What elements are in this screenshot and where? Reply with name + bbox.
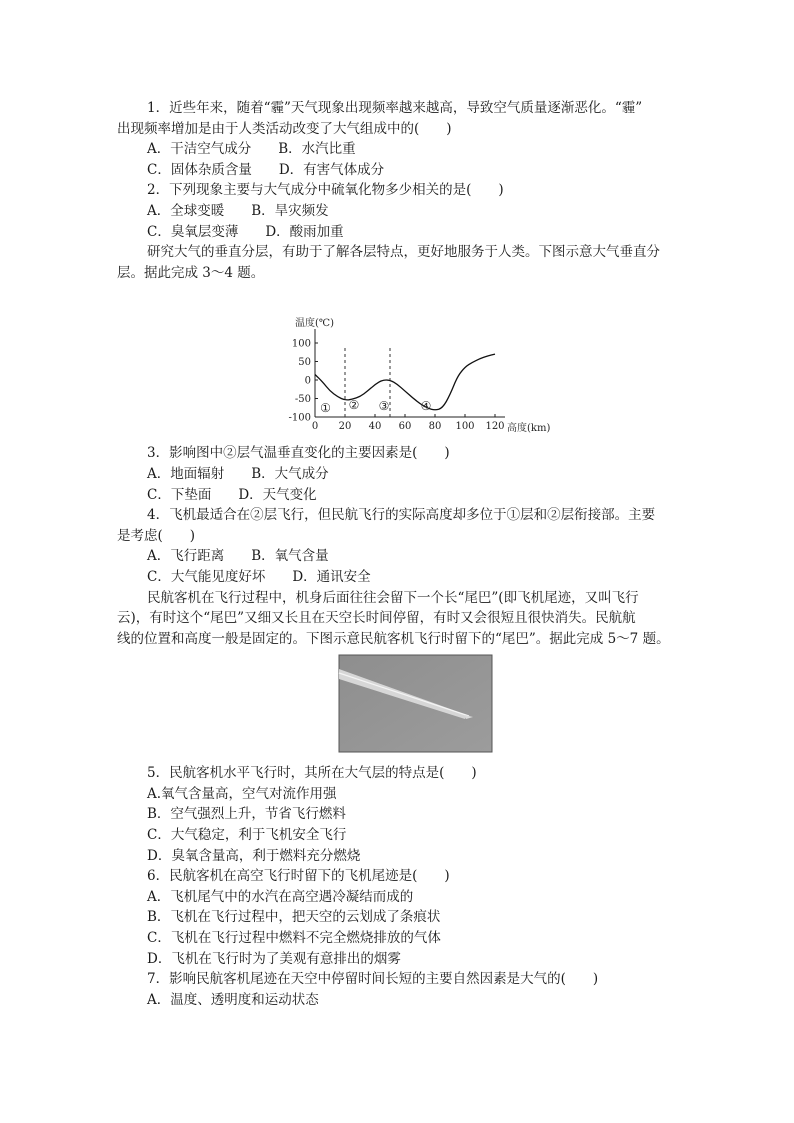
q6-option-d: D．飞机在飞行时为了美观有意排出的烟雾 xyxy=(147,950,401,967)
q2-options-row1: A．全球变暖 B．旱灾频发 xyxy=(147,202,329,219)
q5-option-d: D．臭氧含量高，利于燃料充分燃烧 xyxy=(147,847,361,864)
q5-option-b: B．空气强烈上升，节省飞行燃料 xyxy=(147,806,346,823)
q1-stem-line2: 出现频率增加是由于人类活动改变了大气组成中的( ) xyxy=(117,120,452,137)
q1-stem-line1: 1．近些年来，随着“霾”天气现象出现频率越来越高，导致空气质量逐渐恶化。“霾” xyxy=(147,100,643,116)
x-tick-label: 80 xyxy=(428,421,442,433)
q6-option-b: B．飞机在飞行过程中，把天空的云划成了条痕状 xyxy=(147,909,441,926)
intro-3-4-line1: 研究大气的垂直分层，有助于了解各层特点，更好地服务于人类。下图示意大气垂直分 xyxy=(147,244,660,261)
q4-options-row2: C．大气能见度好坏 D．通讯安全 xyxy=(147,568,371,585)
q7-option-a: A．温度、透明度和运动状态 xyxy=(147,991,319,1008)
y-tick-label: -100 xyxy=(288,412,311,424)
q6-option-c: C．飞机在飞行过程中燃料不完全燃烧排放的气体 xyxy=(147,930,441,947)
q6-stem: 6．民航客机在高空飞行时留下的飞机尾迹是( ) xyxy=(147,868,450,885)
q1-options-row2: C．固体杂质含量 D．有害气体成分 xyxy=(147,161,385,178)
q2-options-row2: C．臭氧层变薄 D．酸雨加重 xyxy=(147,223,344,240)
x-tick-label: 60 xyxy=(398,421,412,433)
q4-stem-line2: 是考虑( ) xyxy=(117,527,196,544)
temperature-curve xyxy=(315,354,495,413)
contrail-photo-wrapper xyxy=(117,655,682,759)
q2-stem: 2．下列现象主要与大气成分中硫氧化物多少相关的是( ) xyxy=(147,182,504,199)
contrail-photo xyxy=(339,655,492,752)
q3-options-row2: C．下垫面 D．天气变化 xyxy=(147,486,317,503)
x-tick-label: 120 xyxy=(485,421,505,433)
y-tick-label: 100 xyxy=(291,338,311,350)
q5-option-a: A.氧气含量高，空气对流作用强 xyxy=(147,785,337,802)
q1-options-row1: A．干洁空气成分 B．水汽比重 xyxy=(147,141,356,158)
layer-label-3: ③ xyxy=(378,399,390,414)
exam-page xyxy=(117,98,682,1010)
y-tick-label: 50 xyxy=(298,357,311,369)
q5-option-c: C．大气稳定，利于飞机安全飞行 xyxy=(147,827,347,844)
intro-3-4-line2: 层。据此完成 3～4 题。 xyxy=(117,264,265,281)
layer-label-1: ① xyxy=(320,401,331,416)
q6-option-a: A．飞机尾气中的水汽在高空遇冷凝结而成的 xyxy=(147,888,414,905)
temperature-chart-wrapper xyxy=(117,283,682,443)
x-tick-label: 100 xyxy=(455,421,475,433)
intro-5-7-line3: 线的位置和高度一般是固定的。下图示意民航客机飞行时留下的“尾巴”。据此完成 5～7 题。 xyxy=(117,630,670,647)
layer-label-2: ② xyxy=(348,398,360,413)
q4-options-row1: A．飞行距离 B．氧气含量 xyxy=(147,548,329,565)
q5-stem: 5．民航客机水平飞行时，其所在大气层的特点是( ) xyxy=(147,765,477,782)
temperature-altitude-chart xyxy=(287,285,551,435)
intro-5-7-line2: 云)，有时这个“尾巴”又细又长且在天空长时间停留，有时又会很短且很快消失。民航航 xyxy=(117,610,636,627)
q3-options-row1: A．地面辐射 B．大气成分 xyxy=(147,465,329,482)
layer-label-4: ④ xyxy=(420,399,432,414)
intro-5-7-line1: 民航客机在飞行过程中，机身后面往往会留下一个长“尾巴”(即飞机尾迹，又叫飞行 xyxy=(147,589,639,606)
q4-stem-line1: 4．飞机最适合在②层飞行，但民航飞行的实际高度却多位于①层和②层衔接部。主要 xyxy=(147,507,656,524)
y-axis-label: 温度(℃) xyxy=(295,318,334,330)
x-axis-label: 高度(km) xyxy=(507,423,551,435)
x-tick-label: 0 xyxy=(311,421,319,433)
y-tick-label: -50 xyxy=(294,394,311,406)
q7-stem: 7．影响民航客机尾迹在天空中停留时间长短的主要自然因素是大气的( ) xyxy=(147,971,599,988)
x-tick-label: 20 xyxy=(338,421,352,433)
x-tick-label: 40 xyxy=(368,421,382,433)
q3-stem: 3．影响图中②层气温垂直变化的主要因素是( ) xyxy=(147,445,450,462)
y-tick-label: 0 xyxy=(304,375,311,387)
